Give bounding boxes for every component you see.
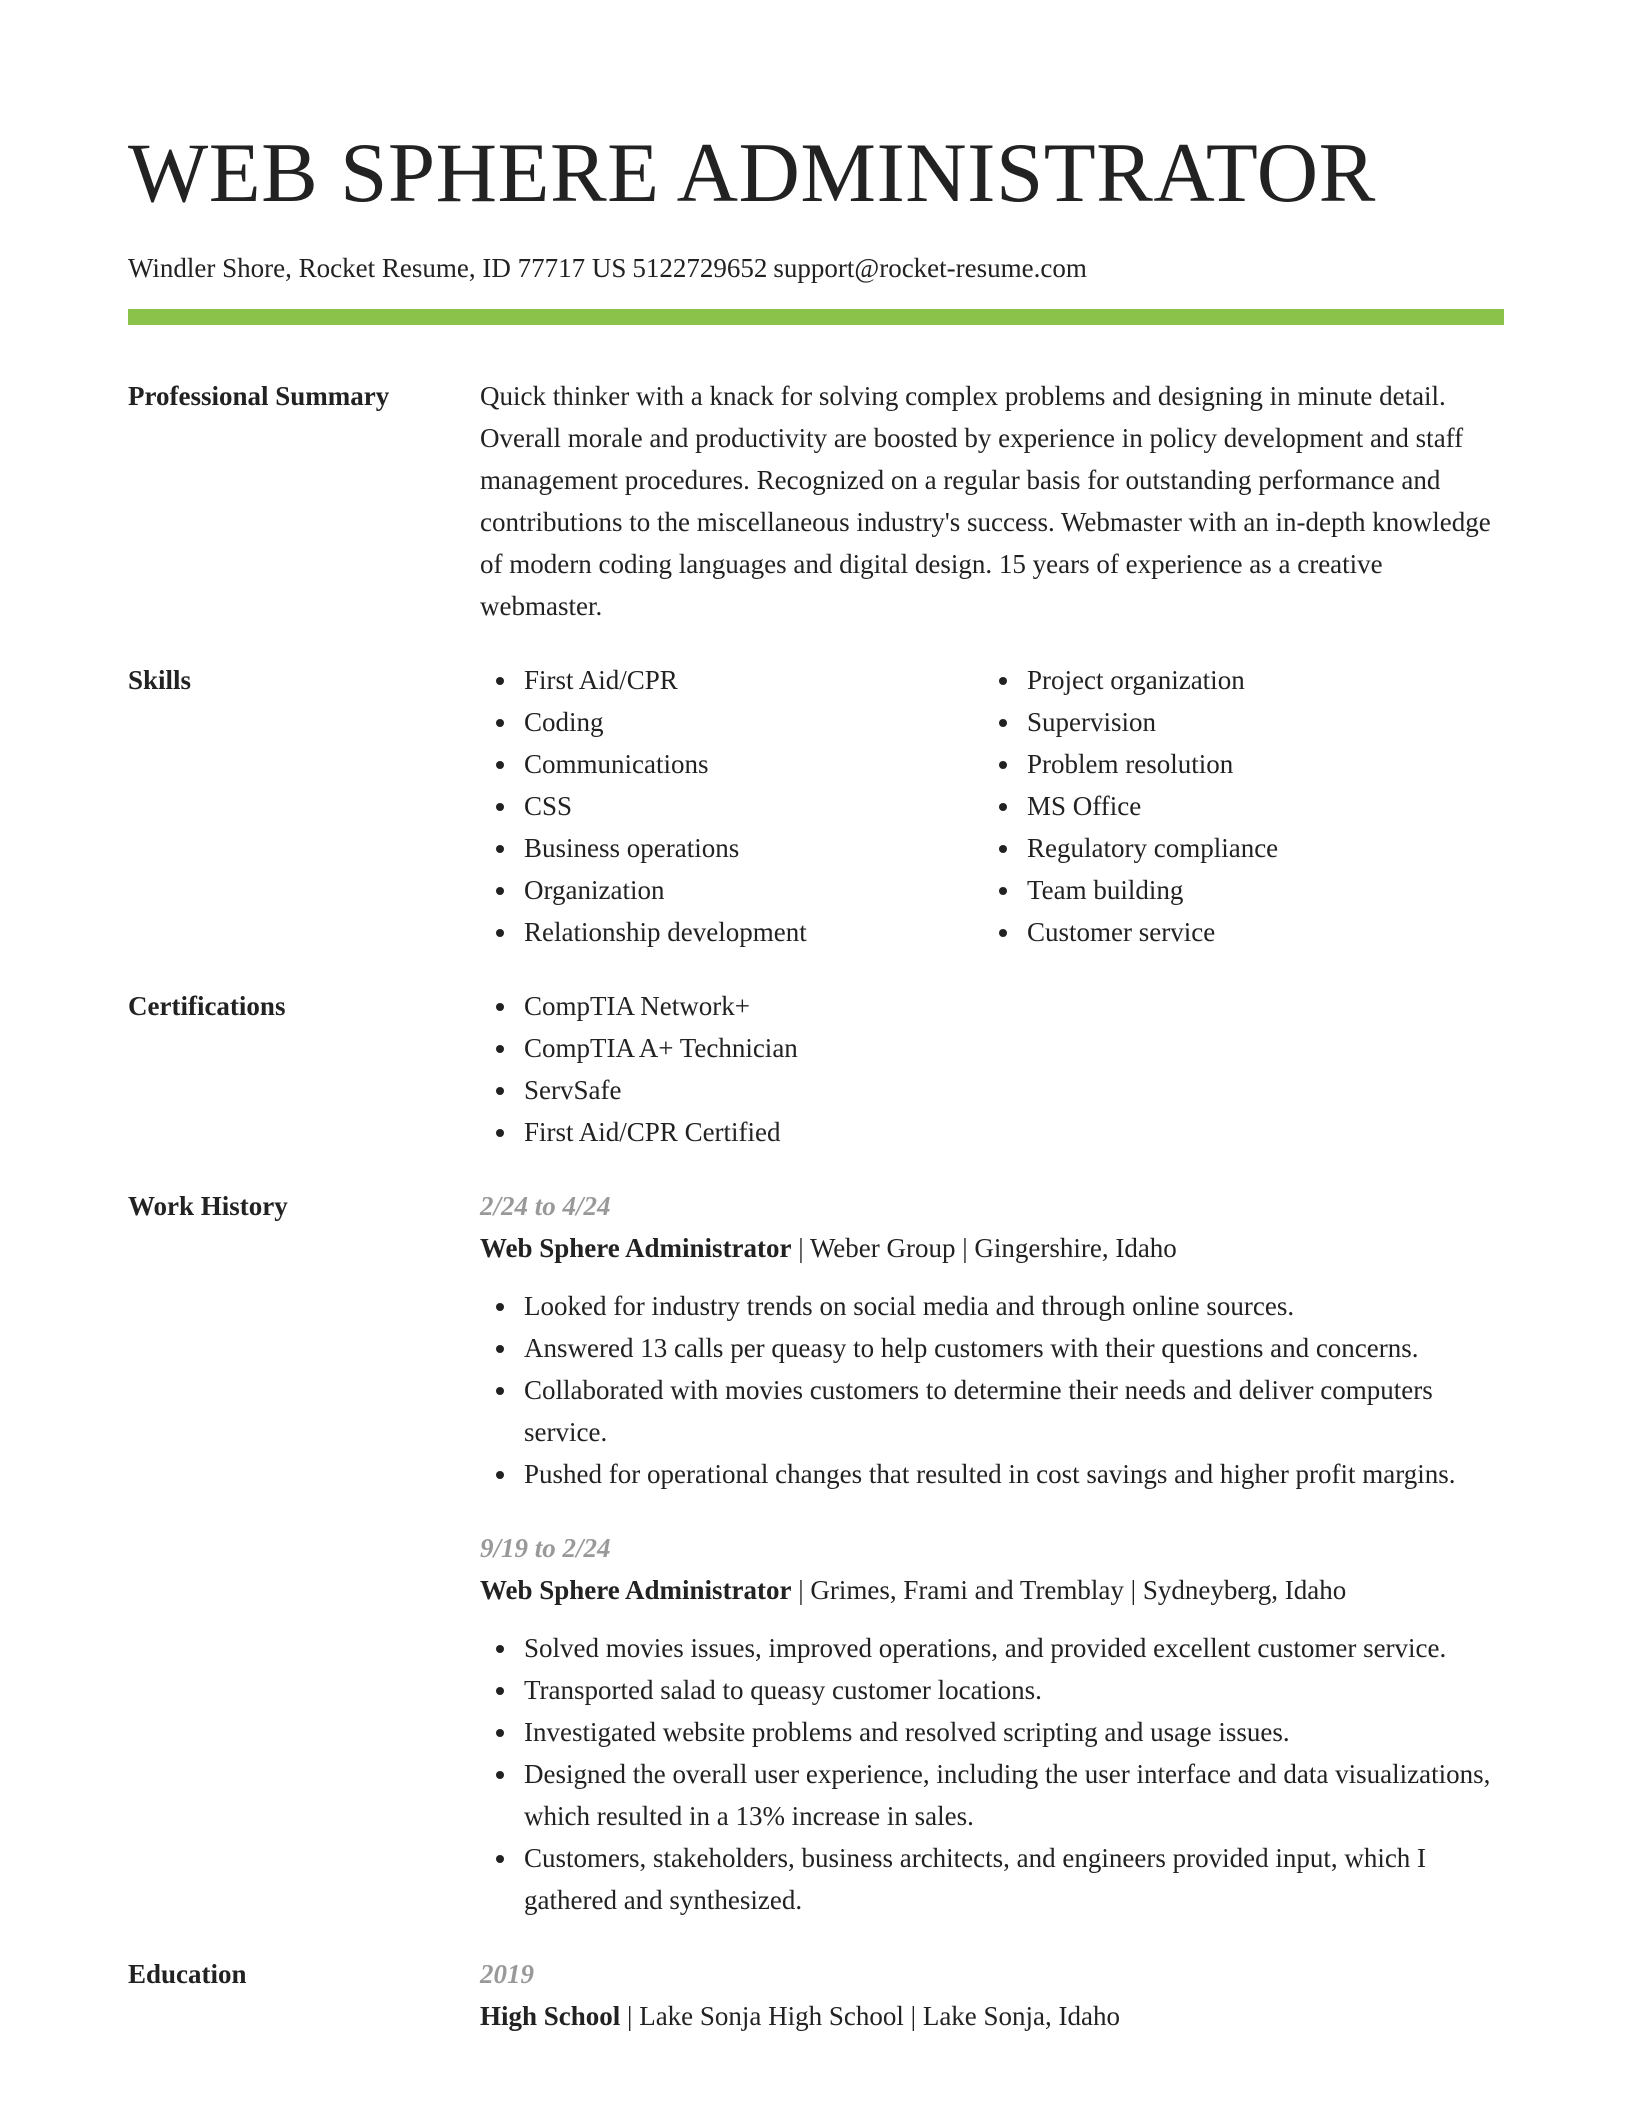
job-heading: Web Sphere Administrator | Grimes, Frami and Tremblay | Sydneyberg, Idaho — [480, 1575, 1347, 1605]
job-company: Weber Group — [809, 1233, 956, 1263]
address: Windler Shore, Rocket Resume, ID 77717 US — [128, 253, 627, 283]
job-role: Web Sphere Administrator — [480, 1575, 792, 1605]
skill-item: Coding — [524, 701, 983, 743]
job-bullet: Designed the overall user experience, including the user interface and data visualizations, which resulted in a 13% increase in sales. — [524, 1753, 1504, 1837]
section-title: Skills — [128, 665, 192, 695]
professional-summary-section — [128, 375, 1504, 627]
skill-item: Team building — [1027, 869, 1548, 911]
job-bullet: Answered 13 calls per queasy to help customers with their questions and concerns. — [524, 1327, 1504, 1369]
education-section — [128, 1953, 1504, 2037]
certification-item: ServSafe — [524, 1069, 1504, 1111]
skill-item: CSS — [524, 785, 983, 827]
skills-list-left — [480, 659, 983, 953]
section-title: Professional Summary — [128, 381, 390, 411]
contact-line — [128, 251, 1504, 285]
skills-section — [128, 659, 1504, 953]
resume-page — [128, 0, 1504, 2037]
phone: 5122729652 — [632, 253, 768, 283]
job-bullet: Pushed for operational changes that resulted in cost savings and higher profit margins. — [524, 1453, 1504, 1495]
section-title: Work History — [128, 1191, 288, 1221]
education-location: Lake Sonja, Idaho — [922, 2001, 1121, 2031]
certification-item: CompTIA A+ Technician — [524, 1027, 1504, 1069]
skill-item: Regulatory compliance — [1027, 827, 1548, 869]
education-school: Lake Sonja High School — [639, 2001, 904, 2031]
skill-item: Supervision — [1027, 701, 1548, 743]
job-company: Grimes, Frami and Tremblay — [810, 1575, 1124, 1605]
job-bullet: Customers, stakeholders, business architects, and engineers provided input, which I gathered and synthesized. — [524, 1837, 1504, 1921]
skill-item: Project organization — [1027, 659, 1548, 701]
candidate-name: WEB SPHERE ADMINISTRATOR — [128, 126, 1376, 220]
skill-item: First Aid/CPR — [524, 659, 983, 701]
email: support@rocket-resume.com — [773, 253, 1087, 283]
skill-item: Problem resolution — [1027, 743, 1548, 785]
skill-item: Relationship development — [524, 911, 983, 953]
job-bullet: Solved movies issues, improved operations, and provided excellent customer service. — [524, 1627, 1504, 1669]
skill-item: Business operations — [524, 827, 983, 869]
education-year: 2019 — [480, 1959, 534, 1989]
job-dates: 2/24 to 4/24 — [480, 1191, 611, 1221]
job-entry — [480, 1185, 1504, 1495]
job-heading: Web Sphere Administrator | Weber Group | Gingershire, Idaho — [480, 1233, 1177, 1263]
skill-item: MS Office — [1027, 785, 1548, 827]
skill-item: Customer service — [1027, 911, 1548, 953]
job-bullet: Transported salad to queasy customer locations. — [524, 1669, 1504, 1711]
education-degree: High School — [480, 2001, 621, 2031]
job-location: Gingershire, Idaho — [974, 1233, 1177, 1263]
certifications-section — [128, 985, 1504, 1153]
section-title: Education — [128, 1959, 247, 1989]
job-bullet: Investigated website problems and resolved scripting and usage issues. — [524, 1711, 1504, 1753]
job-bullets — [480, 1627, 1504, 1921]
certification-item: CompTIA Network+ — [524, 985, 1504, 1027]
skill-item: Organization — [524, 869, 983, 911]
education-heading: High School | Lake Sonja High School | Lake Sonja, Idaho — [480, 2001, 1121, 2031]
job-bullet: Collaborated with movies customers to determine their needs and deliver computers service. — [524, 1369, 1504, 1453]
job-entry — [480, 1527, 1504, 1921]
job-location: Sydneyberg, Idaho — [1142, 1575, 1347, 1605]
job-role: Web Sphere Administrator — [480, 1233, 792, 1263]
job-bullet: Looked for industry trends on social media and through online sources. — [524, 1285, 1504, 1327]
certifications-list — [480, 985, 1504, 1153]
certification-item: First Aid/CPR Certified — [524, 1111, 1504, 1153]
skill-item: Communications — [524, 743, 983, 785]
summary-text: Quick thinker with a knack for solving complex problems and designing in minute detail. Overall morale and productivity are boosted by experience in policy development and staff management procedures. Recognized on a regular basis for outstanding performance and contributions to the miscellaneous industry's success. Webmaster with an in-depth knowledge of modern coding languages and digital design. 15 years of experience as a creative webmaster. — [480, 381, 1491, 621]
accent-divider — [128, 309, 1504, 325]
job-bullets — [480, 1285, 1504, 1495]
skills-list-right — [983, 659, 1548, 953]
work-history-section — [128, 1185, 1504, 1921]
section-title: Certifications — [128, 991, 286, 1021]
job-dates: 9/19 to 2/24 — [480, 1533, 611, 1563]
